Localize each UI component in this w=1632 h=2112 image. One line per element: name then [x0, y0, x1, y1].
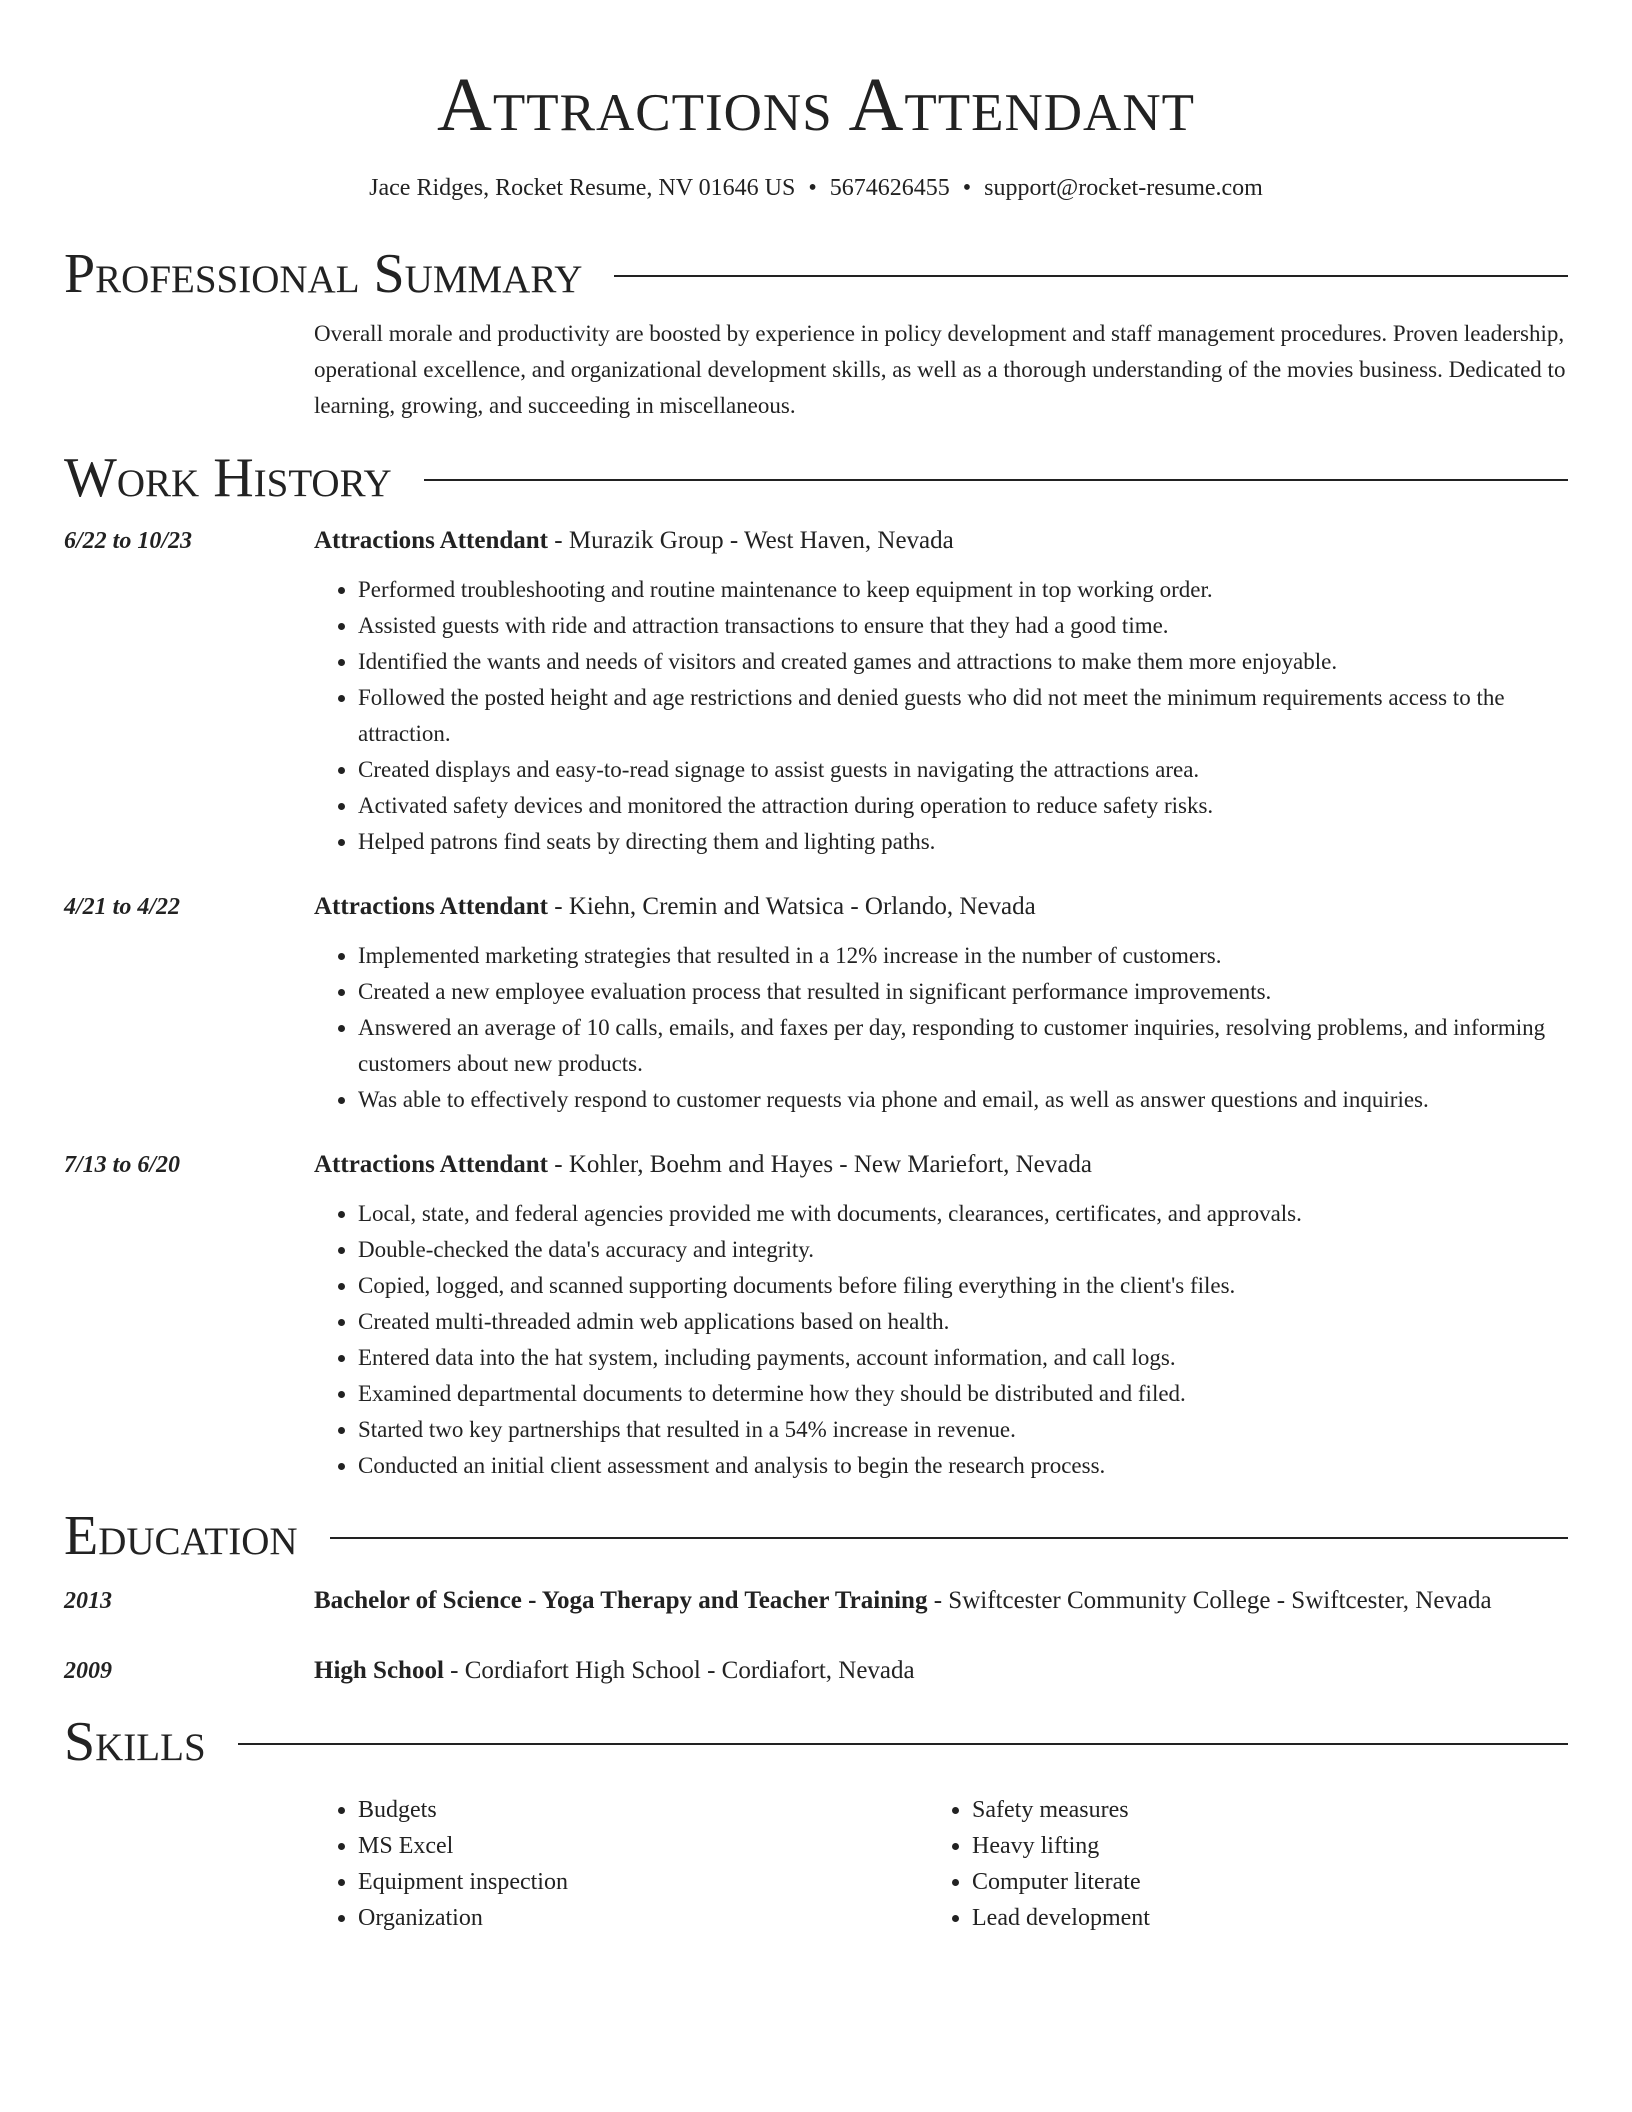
list-item: • Was able to effectively respond to customer requests via phone and email, as well as answer questions and inquiries.: [358, 1082, 1568, 1118]
work-section-header: [64, 448, 1568, 508]
education-degree: High School: [314, 1657, 444, 1684]
job-bullets: [314, 572, 1568, 860]
list-item: • Conducted an initial client assessment and analysis to begin the research process.: [358, 1448, 1568, 1484]
summary-text: Overall morale and productivity are boosted by experience in policy development and staff management procedures. Proven leadership, operational excellence, and organizational development skills, as well as a thorough understanding of the movies business. Dedicated to learning, growing, and succeeding in miscellaneous.: [314, 321, 1566, 418]
skill-item: • Organization: [358, 1900, 928, 1936]
education-section-header: [64, 1506, 1568, 1566]
education-heading: Education: [64, 1505, 298, 1567]
job-dates: 7/13 to 6/20: [64, 1152, 181, 1178]
list-item: • Examined departmental documents to determine how they should be distributed and filed.: [358, 1376, 1568, 1412]
job-heading: [314, 1146, 1568, 1184]
education-details: - Swiftcester Community College - Swiftcester, Nevada: [927, 1587, 1492, 1614]
list-item: • Answered an average of 10 calls, emails, and faxes per day, responding to customer inquiries, resolving problems, and informing customers about new products.: [358, 1010, 1568, 1082]
skills-heading: Skills: [64, 1711, 206, 1773]
list-item: • Helped patrons find seats by directing them and lighting paths.: [358, 824, 1568, 860]
education-body: [314, 1652, 1568, 1690]
skill-item: • Equipment inspection: [358, 1864, 928, 1900]
list-item: • Identified the wants and needs of visitors and created games and attractions to make them more enjoyable.: [358, 644, 1568, 680]
skills-column-left: [314, 1792, 928, 1936]
section-divider: [614, 275, 1568, 277]
list-item: • Created a new employee evaluation process that resulted in significant performance improvements.: [358, 974, 1568, 1010]
skill-item: • Lead development: [972, 1900, 1542, 1936]
section-divider: [238, 1743, 1568, 1745]
education-year: 2009: [64, 1658, 112, 1684]
list-item: • Entered data into the hat system, including payments, account information, and call logs.: [358, 1340, 1568, 1376]
section-divider: [330, 1537, 1568, 1539]
summary-heading: Professional Summary: [64, 243, 583, 305]
skill-item: • Budgets: [358, 1792, 928, 1828]
job-title: Attractions Attendant: [314, 1151, 549, 1178]
list-item: • Created displays and easy-to-read signage to assist guests in navigating the attractions area.: [358, 752, 1568, 788]
job-dates: 4/21 to 4/22: [64, 894, 181, 920]
contact-separator: •: [808, 175, 817, 201]
contact-line: [64, 172, 1568, 204]
list-item: • Activated safety devices and monitored the attraction during operation to reduce safety risks.: [358, 788, 1568, 824]
skill-item: • Safety measures: [972, 1792, 1542, 1828]
job-heading: [314, 888, 1568, 926]
skills-column-right: [928, 1792, 1542, 1936]
job-heading: [314, 522, 1568, 560]
job-title: Attractions Attendant: [314, 893, 549, 920]
list-item: • Performed troubleshooting and routine maintenance to keep equipment in top working order.: [358, 572, 1568, 608]
list-item: • Followed the posted height and age restrictions and denied guests who did not meet the minimum requirements access to the attraction.: [358, 680, 1568, 752]
skills-list: [314, 1792, 1568, 1936]
work-heading: Work History: [64, 447, 392, 509]
list-item: • Local, state, and federal agencies provided me with documents, clearances, certificates, and approvals.: [358, 1196, 1568, 1232]
skill-item: • MS Excel: [358, 1828, 928, 1864]
job-entry: [64, 522, 1568, 860]
job-entry: [64, 888, 1568, 1118]
job-body: [314, 1146, 1568, 1484]
job-bullets: [314, 938, 1568, 1118]
job-entry: [64, 1146, 1568, 1484]
list-item: • Created multi-threaded admin web applications based on health.: [358, 1304, 1568, 1340]
job-body: [314, 888, 1568, 1118]
education-entry: [64, 1582, 1568, 1620]
skill-item: • Computer literate: [972, 1864, 1542, 1900]
contact-address: Jace Ridges, Rocket Resume, NV 01646 US: [369, 175, 796, 201]
education-degree: Bachelor of Science - Yoga Therapy and Teacher Training: [314, 1587, 928, 1614]
job-dates: 6/22 to 10/23: [64, 528, 193, 554]
education-year: 2013: [64, 1588, 112, 1614]
education-body: [314, 1582, 1568, 1620]
resume-title: Attractions Attendant: [437, 63, 1195, 147]
job-details: - Kiehn, Cremin and Watsica - Orlando, Nevada: [548, 893, 1036, 920]
list-item: • Started two key partnerships that resulted in a 54% increase in revenue.: [358, 1412, 1568, 1448]
skill-item: • Heavy lifting: [972, 1828, 1542, 1864]
summary-section-header: [64, 244, 1568, 304]
job-details: - Kohler, Boehm and Hayes - New Mariefort, Nevada: [548, 1151, 1092, 1178]
job-title: Attractions Attendant: [314, 527, 549, 554]
education-heading-line: [314, 1582, 1568, 1620]
contact-email: support@rocket-resume.com: [984, 175, 1263, 201]
section-divider: [424, 479, 1568, 481]
job-body: [314, 522, 1568, 860]
education-details: - Cordiafort High School - Cordiafort, Nevada: [443, 1657, 915, 1684]
list-item: • Copied, logged, and scanned supporting documents before filing everything in the client's files.: [358, 1268, 1568, 1304]
contact-separator: •: [962, 175, 972, 201]
education-heading-line: [314, 1652, 1568, 1690]
list-item: • Double-checked the data's accuracy and integrity.: [358, 1232, 1568, 1268]
list-item: • Assisted guests with ride and attraction transactions to ensure that they had a good time.: [358, 608, 1568, 644]
contact-phone: 5674626455: [829, 175, 950, 201]
job-details: - Murazik Group - West Haven, Nevada: [548, 527, 954, 554]
job-bullets: [314, 1196, 1568, 1484]
education-entry: [64, 1652, 1568, 1690]
skills-section-header: [64, 1712, 1568, 1772]
list-item: • Implemented marketing strategies that resulted in a 12% increase in the number of customers.: [358, 938, 1568, 974]
